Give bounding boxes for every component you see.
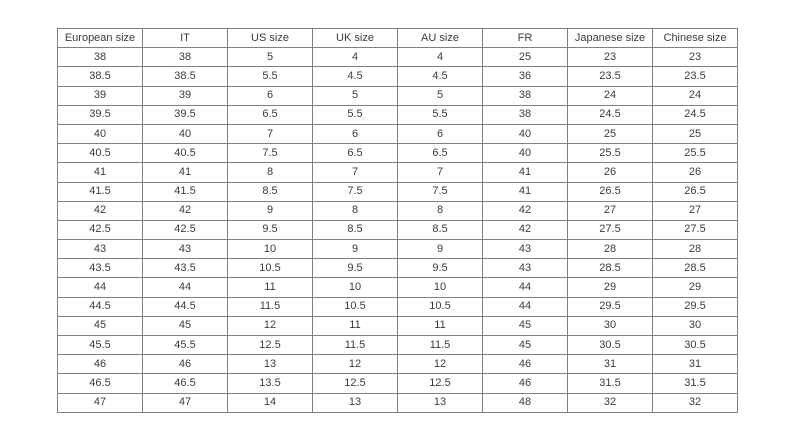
table-cell: 26.5 [568,182,653,201]
table-cell: 39 [143,86,228,105]
table-cell: 13 [313,393,398,412]
table-cell: 11.5 [313,336,398,355]
table-cell: 38 [58,48,143,67]
table-cell: 10.5 [398,297,483,316]
table-cell: 12 [398,355,483,374]
table-cell: 10 [228,240,313,259]
table-row [58,355,738,374]
table-cell: 26 [568,163,653,182]
table-cell: 12.5 [398,374,483,393]
table-cell: 9.5 [398,259,483,278]
header-cell-it: IT [143,29,228,48]
table-cell: 32 [568,393,653,412]
table-cell: 5 [398,86,483,105]
table-cell: 46.5 [58,374,143,393]
table-cell: 42.5 [58,220,143,239]
header-cell-uk-size: UK size [313,29,398,48]
table-cell: 48 [483,393,568,412]
table-row [58,278,738,297]
table-row [58,393,738,412]
table-cell: 5 [228,48,313,67]
table-cell: 10 [313,278,398,297]
table-cell: 42 [483,201,568,220]
table-cell: 44 [483,297,568,316]
table-cell: 25 [653,124,738,143]
table-cell: 12.5 [313,374,398,393]
table-cell: 9.5 [228,220,313,239]
table-cell: 10.5 [228,259,313,278]
table-cell: 28.5 [653,259,738,278]
table-cell: 23.5 [568,67,653,86]
table-cell: 42 [143,201,228,220]
table-cell: 39.5 [143,105,228,124]
table-cell: 29.5 [653,297,738,316]
table-cell: 11.5 [398,336,483,355]
table-cell: 47 [143,393,228,412]
table-cell: 5.5 [228,67,313,86]
table-cell: 25 [568,124,653,143]
table-cell: 46 [483,355,568,374]
table-cell: 45.5 [58,336,143,355]
table-cell: 29 [653,278,738,297]
table-cell: 31.5 [568,374,653,393]
table-cell: 7.5 [398,182,483,201]
table-cell: 41.5 [58,182,143,201]
table-cell: 10.5 [313,297,398,316]
table-cell: 42 [58,201,143,220]
table-cell: 40.5 [143,144,228,163]
table-cell: 44 [483,278,568,297]
table-cell: 27.5 [653,220,738,239]
table-cell: 11 [398,316,483,335]
table-cell: 14 [228,393,313,412]
table-cell: 47 [58,393,143,412]
table-row [58,48,738,67]
table-cell: 8.5 [313,220,398,239]
table-cell: 13.5 [228,374,313,393]
table-cell: 23 [653,48,738,67]
table-cell: 12 [313,355,398,374]
table-cell: 38.5 [143,67,228,86]
table-cell: 46 [58,355,143,374]
table-cell: 23.5 [653,67,738,86]
table-cell: 8.5 [228,182,313,201]
table-cell: 45 [143,316,228,335]
table-cell: 7.5 [313,182,398,201]
table-cell: 40 [143,124,228,143]
table-cell: 6.5 [228,105,313,124]
table-cell: 9 [313,240,398,259]
table-cell: 4 [313,48,398,67]
table-cell: 38.5 [58,67,143,86]
table-cell: 40 [483,124,568,143]
table-cell: 8.5 [398,220,483,239]
table-cell: 36 [483,67,568,86]
table-cell: 29 [568,278,653,297]
table-cell: 6.5 [313,144,398,163]
table-row [58,67,738,86]
table-cell: 28.5 [568,259,653,278]
table-row [58,374,738,393]
table-cell: 24 [653,86,738,105]
table-cell: 46.5 [143,374,228,393]
table-cell: 44 [143,278,228,297]
table-cell: 5.5 [398,105,483,124]
table-cell: 9.5 [313,259,398,278]
table-row [58,259,738,278]
table-cell: 45 [483,336,568,355]
table-cell: 13 [398,393,483,412]
size-conversion-table [57,28,738,413]
table-cell: 26 [653,163,738,182]
table-cell: 11 [228,278,313,297]
table-cell: 41 [143,163,228,182]
table-cell: 31 [653,355,738,374]
table-cell: 42 [483,220,568,239]
table-row [58,297,738,316]
header-cell-au-size: AU size [398,29,483,48]
table-row [58,105,738,124]
table-row [58,86,738,105]
table-cell: 5 [313,86,398,105]
header-cell-japanese-size: Japanese size [568,29,653,48]
table-row [58,182,738,201]
table-cell: 25 [483,48,568,67]
table-cell: 41.5 [143,182,228,201]
table-cell: 25.5 [568,144,653,163]
table-cell: 8 [313,201,398,220]
table-cell: 9 [398,240,483,259]
table-cell: 39.5 [58,105,143,124]
table-cell: 23 [568,48,653,67]
table-cell: 29.5 [568,297,653,316]
table-cell: 31 [568,355,653,374]
table-cell: 43 [483,240,568,259]
table-cell: 46 [483,374,568,393]
table-cell: 43 [483,259,568,278]
table-cell: 8 [398,201,483,220]
table-cell: 7 [398,163,483,182]
header-cell-chinese-size: Chinese size [653,29,738,48]
table-cell: 45.5 [143,336,228,355]
table-row [58,240,738,259]
table-cell: 7 [313,163,398,182]
table-cell: 41 [483,182,568,201]
table-cell: 30 [653,316,738,335]
table-cell: 8 [228,163,313,182]
table-row [58,316,738,335]
table-cell: 43.5 [58,259,143,278]
table-cell: 6.5 [398,144,483,163]
header-cell-us-size: US size [228,29,313,48]
table-cell: 40.5 [58,144,143,163]
table-cell: 12 [228,316,313,335]
table-cell: 32 [653,393,738,412]
table-row [58,163,738,182]
table-cell: 5.5 [313,105,398,124]
table-body [58,48,738,413]
table-cell: 43 [143,240,228,259]
table-cell: 44.5 [58,297,143,316]
table-cell: 13 [228,355,313,374]
table-cell: 40 [483,144,568,163]
table-cell: 26.5 [653,182,738,201]
table-cell: 30.5 [653,336,738,355]
table-cell: 42.5 [143,220,228,239]
table-cell: 43.5 [143,259,228,278]
table-cell: 24 [568,86,653,105]
table-cell: 6 [398,124,483,143]
table-cell: 6 [228,86,313,105]
table-cell: 27 [568,201,653,220]
table-row [58,220,738,239]
table-cell: 41 [483,163,568,182]
table-cell: 45 [483,316,568,335]
table-cell: 4 [398,48,483,67]
table-cell: 40 [58,124,143,143]
table-cell: 38 [143,48,228,67]
table-cell: 10 [398,278,483,297]
table-cell: 9 [228,201,313,220]
table-row [58,201,738,220]
table-cell: 38 [483,105,568,124]
header-cell-european-size: European size [58,29,143,48]
header-row [58,29,738,48]
table-cell: 43 [58,240,143,259]
table-cell: 28 [568,240,653,259]
table-cell: 44.5 [143,297,228,316]
table-cell: 30 [568,316,653,335]
table-cell: 25.5 [653,144,738,163]
table-cell: 11 [313,316,398,335]
table-cell: 24.5 [568,105,653,124]
table-cell: 31.5 [653,374,738,393]
table-cell: 41 [58,163,143,182]
table-cell: 44 [58,278,143,297]
table-row [58,336,738,355]
table-cell: 7 [228,124,313,143]
table-cell: 12.5 [228,336,313,355]
table-cell: 30.5 [568,336,653,355]
table-cell: 46 [143,355,228,374]
table-cell: 4.5 [313,67,398,86]
table-cell: 38 [483,86,568,105]
table-cell: 45 [58,316,143,335]
table-cell: 6 [313,124,398,143]
table-cell: 39 [58,86,143,105]
table-cell: 11.5 [228,297,313,316]
table-cell: 27 [653,201,738,220]
table-row [58,144,738,163]
table-cell: 7.5 [228,144,313,163]
table-cell: 27.5 [568,220,653,239]
table-cell: 24.5 [653,105,738,124]
table-header [58,29,738,48]
table-cell: 28 [653,240,738,259]
table-cell: 4.5 [398,67,483,86]
table-row [58,124,738,143]
header-cell-fr: FR [483,29,568,48]
